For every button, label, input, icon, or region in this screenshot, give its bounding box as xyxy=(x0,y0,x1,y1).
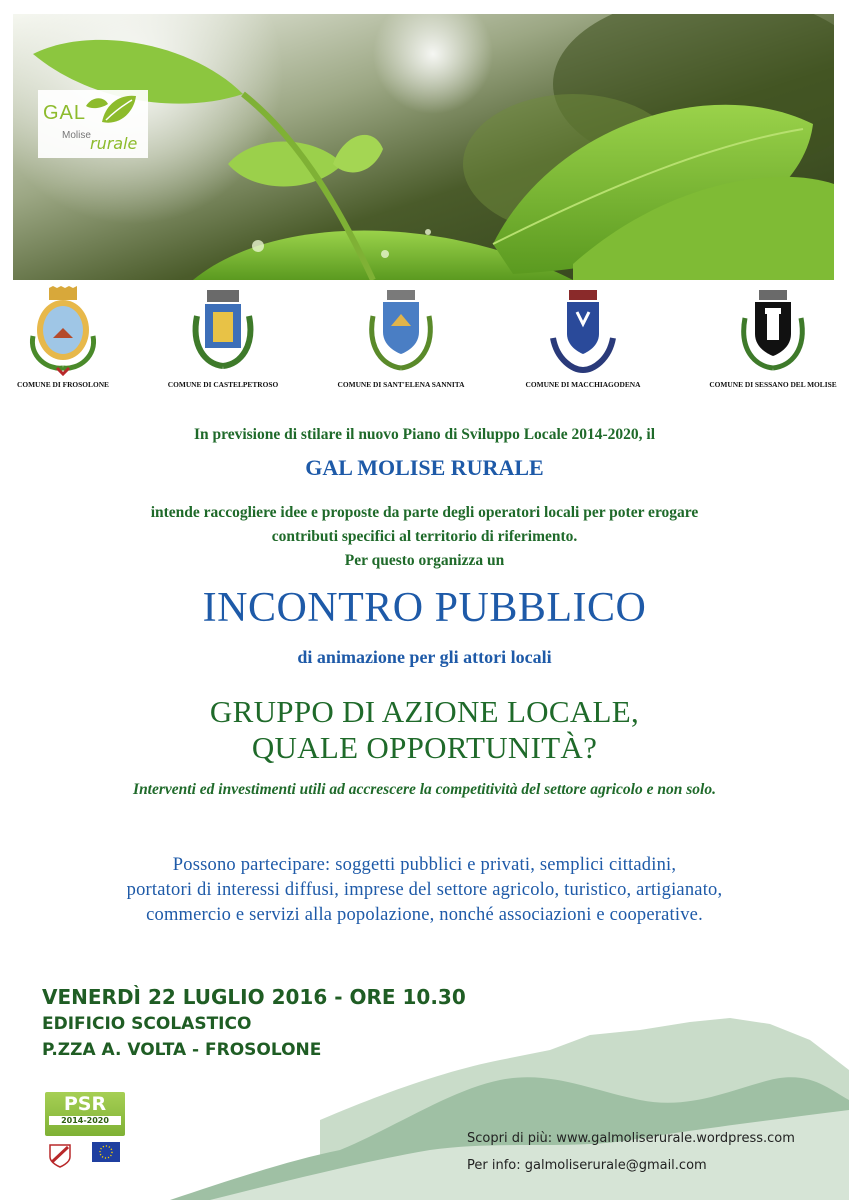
comune-name: COMUNE DI SESSANO DEL MOLISE xyxy=(709,380,837,389)
santelena-crest-icon xyxy=(361,286,441,376)
partecipare-line-1: Possono partecipare: soggetti pubblici e privati, semplici cittadini, xyxy=(172,855,677,875)
footer-email: Per info: galmoliserurale@gmail.com xyxy=(467,1158,707,1173)
comune-name: COMUNE DI MACCHIAGODENA xyxy=(525,380,641,389)
partecipare-line-3: commercio e servizi alla popolazione, nonché associazioni e cooperative. xyxy=(146,905,703,925)
event-date: VENERDÌ 22 LUGLIO 2016 - ORE 10.30 xyxy=(42,985,466,1009)
psr-label: PSR xyxy=(63,1093,107,1115)
event-title: INCONTRO PUBBLICO xyxy=(202,585,647,631)
comune-name: COMUNE DI SANT'ELENA SANNITA xyxy=(337,380,465,389)
intro-body-3: Per questo organizza un xyxy=(344,552,505,569)
headline-line-2: QUALE OPPORTUNITÀ? xyxy=(251,730,598,765)
leaf-bird-icon xyxy=(82,92,138,132)
intro-line: In previsione di stilare il nuovo Piano di Sviluppo Locale 2014-2020, il xyxy=(193,426,656,443)
event-place-building: EDIFICIO SCOLASTICO xyxy=(42,1014,252,1034)
comune-name: COMUNE DI CASTELPETROSO xyxy=(167,380,279,389)
partecipare-line-2: portatori di interessi diffusi, imprese del settore agricolo, turistico, artigianato, xyxy=(126,880,723,900)
comune-frosolone xyxy=(0,286,148,396)
logo-molise-text: Molise xyxy=(62,130,91,141)
frosolone-crest-icon xyxy=(23,286,103,376)
comune-macchiagodena xyxy=(498,286,668,396)
gal-molise-rurale-logo xyxy=(38,90,148,158)
macchiagodena-crest-icon xyxy=(543,286,623,376)
eu-flag-icon xyxy=(92,1142,120,1162)
comuni-row xyxy=(0,286,849,396)
footer-website: Scopri di più: www.galmoliserurale.wordpress.com xyxy=(467,1131,795,1146)
logo-gal-text: GAL xyxy=(43,102,87,124)
comune-santelena-sannita xyxy=(316,286,486,396)
logo-rurale-text: rurale xyxy=(90,134,138,153)
intro-body-2: contributi specifici al territorio di riferimento. xyxy=(271,528,578,545)
castelpetroso-crest-icon xyxy=(183,286,263,376)
comune-castelpetroso xyxy=(138,286,308,396)
psr-years: 2014-2020 xyxy=(49,1116,121,1125)
sessano-crest-icon xyxy=(733,286,813,376)
event-place-address: P.ZZA A. VOLTA - FROSOLONE xyxy=(42,1040,322,1060)
comune-name: COMUNE DI FROSOLONE xyxy=(17,380,109,389)
comune-sessano-del-molise xyxy=(688,286,849,396)
molise-region-shield-icon xyxy=(49,1144,71,1168)
headline xyxy=(0,694,849,766)
partecipare-text xyxy=(0,853,849,928)
tagline: Interventi ed investimenti utili ad accrescere la competitività del settore agricolo e non solo. xyxy=(133,781,716,798)
psr-logo xyxy=(45,1092,125,1136)
event-subtitle: di animazione per gli attori locali xyxy=(297,647,552,667)
headline-line-1: GRUPPO DI AZIONE LOCALE, xyxy=(209,694,640,729)
intro-body-1: intende raccogliere idee e proposte da parte degli operatori locali per poter erogare xyxy=(150,504,699,521)
gal-name: GAL MOLISE RURALE xyxy=(305,455,544,480)
